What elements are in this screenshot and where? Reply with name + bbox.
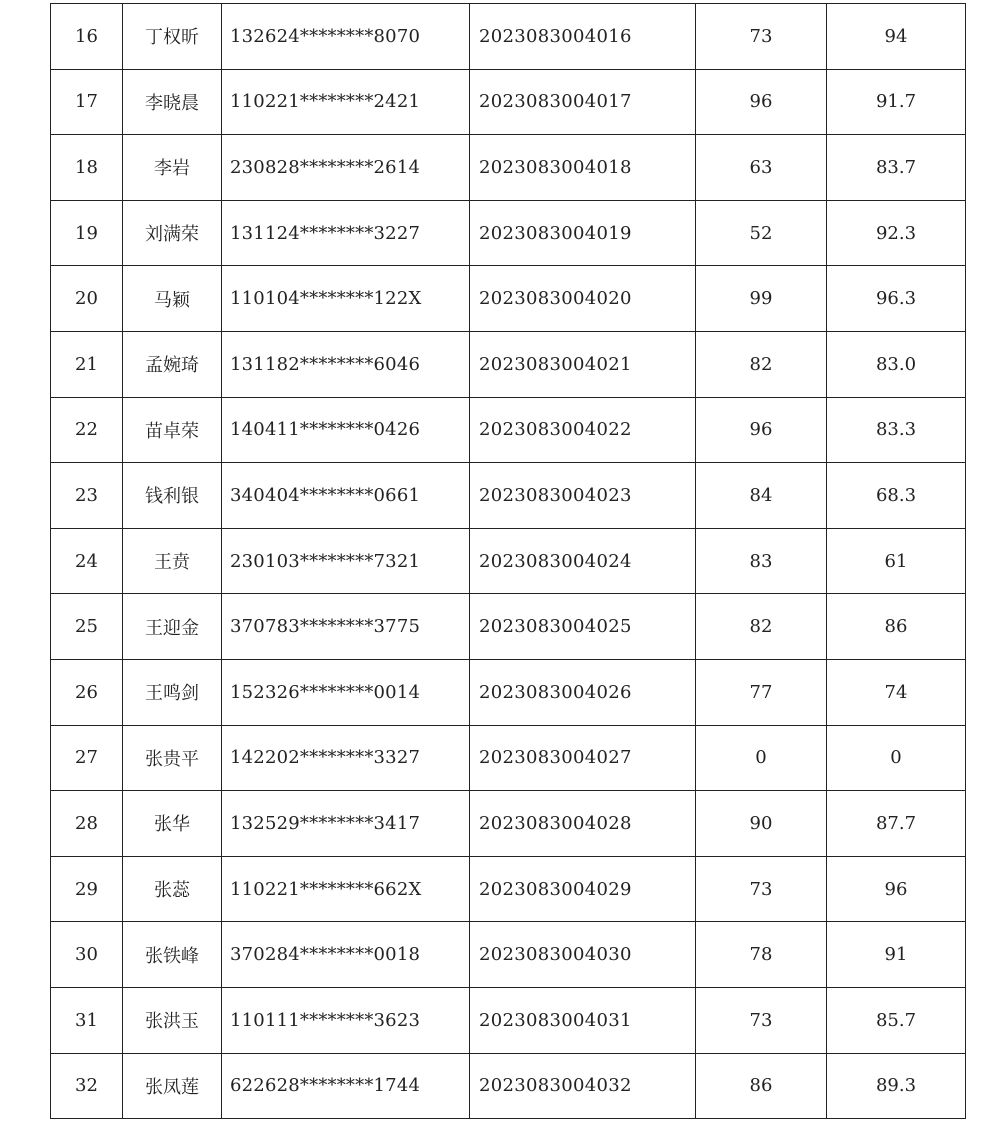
score2-cell: 83.3 xyxy=(827,397,966,463)
score1-cell: 86 xyxy=(696,1053,827,1119)
exam-number-cell: 2023083004017 xyxy=(470,69,696,135)
name-cell: 钱利银 xyxy=(123,463,222,529)
score1-cell: 99 xyxy=(696,266,827,332)
exam-number-cell: 2023083004020 xyxy=(470,266,696,332)
score2-cell: 0 xyxy=(827,725,966,791)
name-cell: 王鸣剑 xyxy=(123,659,222,725)
score2-cell: 68.3 xyxy=(827,463,966,529)
row-number-cell: 22 xyxy=(51,397,123,463)
score2-cell: 61 xyxy=(827,528,966,594)
id-number-cell: 370284********0018 xyxy=(222,922,470,988)
table-row xyxy=(51,266,966,332)
exam-number-cell: 2023083004024 xyxy=(470,528,696,594)
row-number-cell: 19 xyxy=(51,200,123,266)
score2-cell: 85.7 xyxy=(827,987,966,1053)
exam-number-cell: 2023083004025 xyxy=(470,594,696,660)
id-number-cell: 152326********0014 xyxy=(222,659,470,725)
id-number-cell: 110221********662X xyxy=(222,856,470,922)
row-number-cell: 27 xyxy=(51,725,123,791)
score2-cell: 91.7 xyxy=(827,69,966,135)
table-row xyxy=(51,69,966,135)
score2-cell: 94 xyxy=(827,4,966,70)
exam-number-cell: 2023083004019 xyxy=(470,200,696,266)
table-row xyxy=(51,528,966,594)
name-cell: 王迎金 xyxy=(123,594,222,660)
table-row xyxy=(51,922,966,988)
table-row xyxy=(51,725,966,791)
table-row xyxy=(51,463,966,529)
name-cell: 张铁峰 xyxy=(123,922,222,988)
score2-cell: 87.7 xyxy=(827,791,966,857)
table-row xyxy=(51,856,966,922)
name-cell: 王贲 xyxy=(123,528,222,594)
score1-cell: 82 xyxy=(696,594,827,660)
row-number-cell: 16 xyxy=(51,4,123,70)
name-cell: 苗卓荣 xyxy=(123,397,222,463)
id-number-cell: 131124********3227 xyxy=(222,200,470,266)
table-row xyxy=(51,791,966,857)
exam-number-cell: 2023083004030 xyxy=(470,922,696,988)
row-number-cell: 26 xyxy=(51,659,123,725)
score-table xyxy=(50,3,966,1119)
row-number-cell: 18 xyxy=(51,135,123,201)
id-number-cell: 132529********3417 xyxy=(222,791,470,857)
id-number-cell: 132624********8070 xyxy=(222,4,470,70)
name-cell: 张蕊 xyxy=(123,856,222,922)
table-row xyxy=(51,987,966,1053)
exam-number-cell: 2023083004026 xyxy=(470,659,696,725)
name-cell: 马颖 xyxy=(123,266,222,332)
score2-cell: 83.7 xyxy=(827,135,966,201)
score1-cell: 52 xyxy=(696,200,827,266)
id-number-cell: 110111********3623 xyxy=(222,987,470,1053)
exam-number-cell: 2023083004022 xyxy=(470,397,696,463)
id-number-cell: 142202********3327 xyxy=(222,725,470,791)
score1-cell: 63 xyxy=(696,135,827,201)
exam-number-cell: 2023083004029 xyxy=(470,856,696,922)
score2-cell: 86 xyxy=(827,594,966,660)
name-cell: 李岩 xyxy=(123,135,222,201)
row-number-cell: 17 xyxy=(51,69,123,135)
exam-number-cell: 2023083004021 xyxy=(470,331,696,397)
score1-cell: 83 xyxy=(696,528,827,594)
score1-cell: 73 xyxy=(696,987,827,1053)
exam-number-cell: 2023083004027 xyxy=(470,725,696,791)
name-cell: 刘满荣 xyxy=(123,200,222,266)
table-row xyxy=(51,135,966,201)
row-number-cell: 30 xyxy=(51,922,123,988)
exam-number-cell: 2023083004032 xyxy=(470,1053,696,1119)
id-number-cell: 110221********2421 xyxy=(222,69,470,135)
row-number-cell: 24 xyxy=(51,528,123,594)
row-number-cell: 23 xyxy=(51,463,123,529)
row-number-cell: 28 xyxy=(51,791,123,857)
score-table-body xyxy=(51,4,966,1119)
score1-cell: 73 xyxy=(696,4,827,70)
score1-cell: 96 xyxy=(696,69,827,135)
id-number-cell: 140411********0426 xyxy=(222,397,470,463)
exam-number-cell: 2023083004028 xyxy=(470,791,696,857)
id-number-cell: 230103********7321 xyxy=(222,528,470,594)
name-cell: 孟婉琦 xyxy=(123,331,222,397)
row-number-cell: 20 xyxy=(51,266,123,332)
table-row xyxy=(51,594,966,660)
id-number-cell: 340404********0661 xyxy=(222,463,470,529)
table-row xyxy=(51,200,966,266)
exam-number-cell: 2023083004016 xyxy=(470,4,696,70)
score1-cell: 82 xyxy=(696,331,827,397)
score1-cell: 73 xyxy=(696,856,827,922)
score1-cell: 78 xyxy=(696,922,827,988)
row-number-cell: 31 xyxy=(51,987,123,1053)
row-number-cell: 32 xyxy=(51,1053,123,1119)
id-number-cell: 131182********6046 xyxy=(222,331,470,397)
score1-cell: 84 xyxy=(696,463,827,529)
score1-cell: 90 xyxy=(696,791,827,857)
table-row xyxy=(51,397,966,463)
table-row xyxy=(51,4,966,70)
table-row xyxy=(51,331,966,397)
id-number-cell: 370783********3775 xyxy=(222,594,470,660)
score1-cell: 77 xyxy=(696,659,827,725)
score2-cell: 89.3 xyxy=(827,1053,966,1119)
score2-cell: 91 xyxy=(827,922,966,988)
name-cell: 丁权昕 xyxy=(123,4,222,70)
score1-cell: 96 xyxy=(696,397,827,463)
table-row xyxy=(51,659,966,725)
row-number-cell: 29 xyxy=(51,856,123,922)
id-number-cell: 110104********122X xyxy=(222,266,470,332)
name-cell: 张洪玉 xyxy=(123,987,222,1053)
id-number-cell: 622628********1744 xyxy=(222,1053,470,1119)
table-row xyxy=(51,1053,966,1119)
exam-number-cell: 2023083004023 xyxy=(470,463,696,529)
name-cell: 李晓晨 xyxy=(123,69,222,135)
name-cell: 张华 xyxy=(123,791,222,857)
exam-number-cell: 2023083004018 xyxy=(470,135,696,201)
name-cell: 张贵平 xyxy=(123,725,222,791)
row-number-cell: 25 xyxy=(51,594,123,660)
score1-cell: 0 xyxy=(696,725,827,791)
score2-cell: 83.0 xyxy=(827,331,966,397)
id-number-cell: 230828********2614 xyxy=(222,135,470,201)
name-cell: 张凤莲 xyxy=(123,1053,222,1119)
exam-number-cell: 2023083004031 xyxy=(470,987,696,1053)
score2-cell: 74 xyxy=(827,659,966,725)
score2-cell: 92.3 xyxy=(827,200,966,266)
score2-cell: 96 xyxy=(827,856,966,922)
row-number-cell: 21 xyxy=(51,331,123,397)
score2-cell: 96.3 xyxy=(827,266,966,332)
